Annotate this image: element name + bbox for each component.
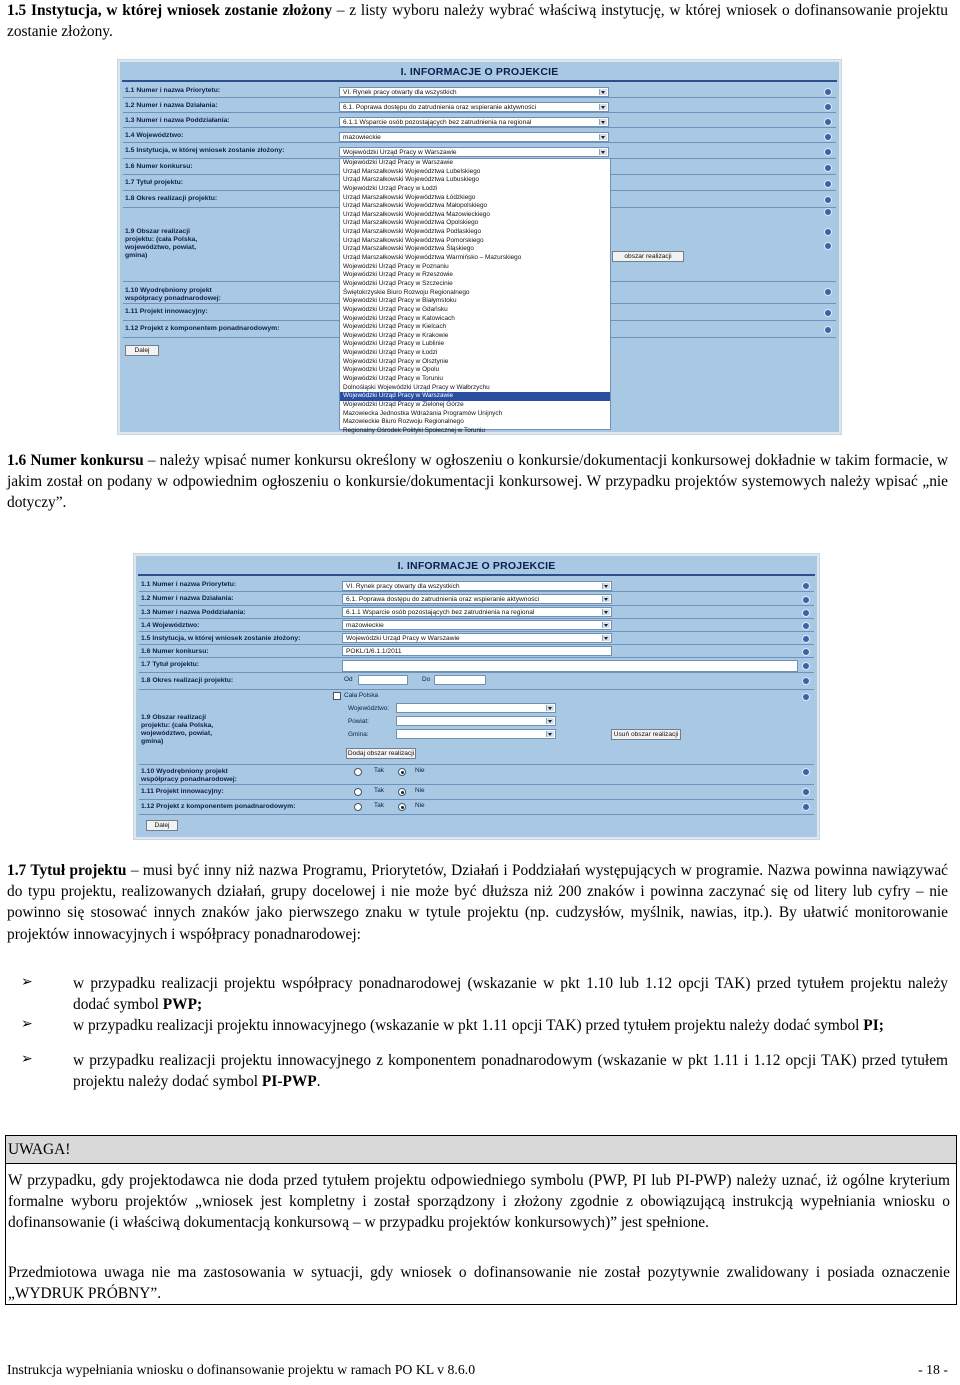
label-dzialanie: 1.2 Numer i nazwa Działania:	[141, 595, 234, 602]
label-priorytet: 1.1 Numer i nazwa Priorytetu:	[141, 581, 237, 588]
list-item[interactable]: Urząd Marszałkowski Województwa Śląskiego	[343, 245, 474, 253]
cala-polska-checkbox[interactable]	[333, 692, 341, 700]
innowacyjny-tak-radio[interactable]	[354, 788, 362, 796]
help-icon[interactable]	[824, 208, 832, 216]
list-item[interactable]: Wojewódzki Urząd Pracy w Poznaniu	[343, 262, 449, 270]
powiat-label: Powiat:	[348, 718, 369, 725]
section-1-7-paragraph: 1.7 Tytuł projektu – musi być inny niż nazwa Programu, Priorytetów, Działań i Poddziałań występujących w programie. Nazwa powinna nawiązywać do typu projektu, realizowanych działań, grupy docelowej i nie może być dłuższa niż 200 znaków i powinna zaczynać się od litery lub cyfry – nie powinno się stosować innych znaków jako pierwszego znaku w tytule projektu (np. cudzysłów, myślnik, nawias, itp.). By ułatwić monitorowanie projektów innowacyjnych i współpracy ponadnarodowej:	[7, 862, 949, 943]
list-item[interactable]: Mazowieckie Biuro Rozwoju Regionalnego	[343, 418, 464, 426]
priorytet-select[interactable]: VI. Rynek pracy otwarty dla wszystkich	[342, 581, 612, 591]
poddzialanie-select[interactable]: 6.1.1 Wsparcie osób pozostających bez zatrudnienia na regional	[342, 607, 612, 617]
od-date-input[interactable]	[358, 675, 408, 685]
dodaj-obszar-button[interactable]: Dodaj obszar realizacji	[347, 750, 415, 757]
list-item[interactable]: Wojewódzki Urząd Pracy w Zielonej Górze	[343, 400, 464, 408]
instytucja-dropdown-list[interactable]	[339, 158, 611, 434]
help-icon[interactable]	[824, 228, 832, 236]
label-okres: 1.8 Okres realizacji projektu:	[125, 195, 218, 202]
tak-label: Tak	[374, 802, 384, 809]
list-item[interactable]: Urząd Marszałkowski Województwa Łódzkiego	[343, 193, 476, 201]
do-label: Do	[422, 676, 431, 683]
help-icon[interactable]	[824, 288, 832, 296]
label-numer-konkursu: 1.6 Numer konkursu:	[141, 648, 209, 655]
label-tytul: 1.7 Tytuł projektu:	[141, 661, 200, 668]
list-item[interactable]: Wojewódzki Urząd Pracy w Szczecinie	[343, 279, 453, 287]
label-wspolpraca: 1.10 Wyodrębniony projekt współpracy ponadnarodowej:	[125, 287, 221, 302]
help-icon[interactable]	[802, 609, 810, 617]
poddzialanie-select[interactable]: 6.1.1 Wsparcie osób pozostających bez zatrudnienia na regional	[339, 117, 609, 127]
arrow-bullet-icon: ➢	[21, 1017, 33, 1032]
help-icon[interactable]	[824, 180, 832, 188]
list-item[interactable]: Wojewódzki Urząd Pracy w Toruniu	[343, 375, 443, 383]
list-item[interactable]: Dolnośląski Wojewódzki Urząd Pracy w Wałbrzychu	[343, 383, 490, 391]
komponent-tak-radio[interactable]	[354, 803, 362, 811]
label-komponent: 1.12 Projekt z komponentem ponadnarodowym:	[141, 803, 296, 810]
instytucja-select[interactable]: Wojewódzki Urząd Pracy w Warszawie	[339, 147, 609, 157]
list-item[interactable]: Wojewódzki Urząd Pracy w Łodzi	[343, 349, 438, 357]
section-1-7-title: 1.7 Tytuł projektu	[7, 862, 127, 879]
label-innowacyjny: 1.11 Projekt innowacyjny:	[141, 788, 224, 795]
help-icon[interactable]	[824, 164, 832, 172]
uwaga-header	[6, 1136, 956, 1164]
help-icon[interactable]	[802, 596, 810, 604]
help-icon[interactable]	[824, 309, 832, 317]
arrow-bullet-icon: ➢	[21, 1052, 33, 1067]
section-1-6-title: 1.6 Numer konkursu	[7, 452, 144, 469]
wspolpraca-tak-radio[interactable]	[354, 768, 362, 776]
cala-polska-label: Cała Polska	[344, 692, 379, 699]
list-item[interactable]: Wojewódzki Urząd Pracy w Krakowie	[343, 331, 449, 339]
help-icon[interactable]	[802, 693, 810, 701]
list-item[interactable]: Wojewódzki Urząd Pracy w Gdańsku	[343, 305, 448, 313]
komponent-nie-radio[interactable]	[398, 803, 406, 811]
wspolpraca-nie-radio[interactable]	[398, 768, 406, 776]
label-poddzialanie: 1.3 Numer i nazwa Poddziałania:	[141, 609, 246, 616]
form-header: I. INFORMACJE O PROJEKCIE	[400, 66, 559, 78]
list-item[interactable]: Wojewódzki Urząd Pracy w Lublinie	[343, 340, 445, 348]
label-poddzialanie: 1.3 Numer i nazwa Poddziałania:	[125, 117, 230, 124]
help-icon[interactable]	[802, 662, 810, 670]
tak-label: Tak	[374, 767, 384, 774]
list-item[interactable]: Wojewódzki Urząd Pracy w Kielcach	[343, 323, 447, 331]
list-item[interactable]: Wojewódzki Urząd Pracy w Rzeszowie	[343, 271, 453, 279]
obszar-gmina-select[interactable]	[396, 729, 556, 739]
label-innowacyjny: 1.11 Projekt innowacyjny:	[125, 308, 208, 315]
dalej-button[interactable]: Dalej	[146, 820, 178, 831]
form-header: I. INFORMACJE O PROJEKCIE	[397, 560, 556, 572]
list-item[interactable]: Wojewódzki Urząd Pracy w Katowicach	[343, 314, 455, 322]
list-item[interactable]: Urząd Marszałkowski Województwa Opolskiego	[343, 219, 479, 227]
innowacyjny-nie-radio[interactable]	[398, 788, 406, 796]
dzialanie-select[interactable]: 6.1. Poprawa dostępu do zatrudnienia oraz wspieranie aktywności	[339, 102, 609, 112]
nie-label: Nie	[415, 767, 425, 774]
section-1-5-paragraph: 1.5 Instytucja, w której wniosek zostanie złożony – z listy wyboru należy wybrać właściwą instytucję, w której wniosek o dofinansowanie projektu zostanie złożony.	[7, 2, 948, 41]
help-icon[interactable]	[802, 677, 810, 685]
list-item[interactable]: Urząd Marszałkowski Województwa Pomorskiego	[343, 236, 484, 244]
section-1-5-title: 1.5 Instytucja, w której wniosek zostanie złożony	[7, 2, 333, 19]
uwaga-paragraph-1: W przypadku, gdy projektodawca nie doda przed tytułem projektu odpowiedniego symbolu (PWP, PI lub PI-PWP) należy uznać, iż ogólne kryterium formalne wyboru projektów „wniosek jest kompletny i został sporządzony i złożony zgodnie z obowiązującą instrukcją wypełniania wniosku o dofinansowanie (i właściwą dokumentacją konkursową – w przypadku projektów konkursowych)” jest spełnione.	[8, 1172, 950, 1232]
dzialanie-select[interactable]: 6.1. Poprawa dostępu do zatrudnienia oraz wspieranie aktywności	[342, 594, 612, 604]
help-icon[interactable]	[824, 118, 832, 126]
help-icon[interactable]	[824, 196, 832, 204]
label-obszar: 1.9 Obszar realizacji projektu: (cała Polska, województwo, powiat, gmina)	[125, 228, 198, 259]
list-item[interactable]: Urząd Marszałkowski Województwa Podlaskiego	[343, 228, 482, 236]
usun-obszar-button[interactable]: Usuń obszar realizacji	[611, 729, 681, 740]
form-screenshot-2	[134, 554, 819, 839]
list-item[interactable]: Wojewódzki Urząd Pracy w Łodzi	[343, 184, 438, 192]
page-number: - 18 -	[918, 1362, 948, 1377]
list-item[interactable]: Mazowiecka Jednostka Wdrażania Programów Unijnych	[343, 409, 503, 417]
instytucja-select[interactable]: Wojewódzki Urząd Pracy w Warszawie	[342, 633, 612, 643]
label-instytucja: 1.5 Instytucja, w której wniosek zostanie złożony:	[141, 635, 301, 642]
list-item-selected[interactable]: Wojewódzki Urząd Pracy w Warszawie	[340, 392, 610, 401]
nie-label: Nie	[415, 787, 425, 794]
od-label: Od	[344, 676, 353, 683]
list-item[interactable]: Regionalny Ośrodek Polityki Społecznej w Toruniu	[343, 426, 485, 434]
help-icon[interactable]	[824, 242, 832, 250]
numer-konkursu-input[interactable]: POKL/1/6.1.1/2011	[342, 646, 612, 656]
dalej-button[interactable]: Dalej	[125, 345, 159, 356]
obszar-realizacji-button[interactable]: obszar realizacji	[612, 251, 684, 262]
help-icon[interactable]	[824, 326, 832, 334]
bullet-item: w przypadku realizacji projektu innowacyjnego (wskazanie w pkt 1.11 opcji TAK) przed tytułem projektu należy dodać symbol PI;	[73, 1017, 884, 1034]
list-item[interactable]: Wojewódzki Urząd Pracy w Olsztynie	[343, 357, 449, 365]
arrow-bullet-icon: ➢	[21, 975, 33, 990]
list-item[interactable]: Urząd Marszałkowski Województwa Małopolskiego	[343, 202, 488, 210]
label-wojewodztwo: 1.4 Województwo:	[141, 622, 200, 629]
help-icon[interactable]	[802, 803, 810, 811]
bullet-item: w przypadku realizacji projektu innowacyjnego z komponentem ponadnarodowym (wskazanie w pkt 1.11 i 1.12 opcji TAK) przed tytułem projektu należy dodać symbol PI-PWP.	[73, 1052, 948, 1091]
help-icon[interactable]	[802, 622, 810, 630]
list-item[interactable]: Urząd Marszałkowski Województwa Mazowieckiego	[343, 210, 490, 218]
label-wojewodztwo: 1.4 Województwo:	[125, 132, 184, 139]
help-icon[interactable]	[824, 133, 832, 141]
help-icon[interactable]	[824, 88, 832, 96]
help-icon[interactable]	[802, 788, 810, 796]
tak-label: Tak	[374, 787, 384, 794]
bullet-item: w przypadku realizacji projektu współpracy ponadnarodowej (wskazanie w pkt 1.10 lub 1.12 opcji TAK) przed tytułem projektu należy dodać symbol PWP;	[73, 975, 948, 1014]
label-instytucja: 1.5 Instytucja, w której wniosek zostanie złożony:	[125, 147, 285, 154]
list-item[interactable]: Wojewódzki Urząd Pracy w Białymstoku	[343, 297, 457, 305]
help-icon[interactable]	[802, 582, 810, 590]
woj-label: Województwo:	[348, 705, 390, 712]
nie-label: Nie	[415, 802, 425, 809]
label-obszar: 1.9 Obszar realizacji projektu: (cała Polska, województwo, powiat, gmina)	[141, 714, 214, 745]
list-item[interactable]: Wojewódzki Urząd Pracy w Opolu	[343, 366, 440, 374]
help-icon[interactable]	[824, 148, 832, 156]
label-komponent: 1.12 Projekt z komponentem ponadnarodowym:	[125, 325, 280, 332]
obszar-wojewodztwo-select[interactable]	[396, 703, 556, 713]
uwaga-box	[5, 1135, 957, 1305]
tytul-projektu-input[interactable]	[342, 660, 798, 672]
gmina-label: Gmina:	[348, 731, 369, 738]
label-wspolpraca: 1.10 Wyodrębniony projekt współpracy ponadnarodowej:	[141, 768, 237, 783]
form-screenshot-1	[118, 60, 841, 434]
footer-title: Instrukcja wypełniania wniosku o dofinansowanie projektu w ramach PO KL v 8.6.0	[7, 1362, 476, 1377]
obszar-powiat-select[interactable]	[396, 716, 556, 726]
list-item[interactable]: Urząd Marszałkowski Województwa Warmińsko – Mazurskiego	[343, 254, 522, 262]
page-footer	[7, 1362, 948, 1378]
section-1-6-paragraph: 1.6 Numer konkursu – należy wpisać numer konkursu określony w ogłoszeniu o konkursie/dokumentacji konkursowej dokładnie w takim formacie, w jakim został on podany w odpowiednim ogłoszeniu o konkursie/dokumentacji konkursowej. W przypadku projektów systemowych należy wpisać „nie dotyczy”.	[7, 452, 948, 512]
wojewodztwo-select[interactable]: mazowieckie	[342, 620, 612, 630]
label-dzialanie: 1.2 Numer i nazwa Działania:	[125, 102, 218, 109]
list-item[interactable]: Wojewódzki Urząd Pracy w Warszawie	[343, 159, 454, 166]
help-icon[interactable]	[802, 768, 810, 776]
list-item[interactable]: Świętokrzyskie Biuro Rozwoju Regionalnego	[343, 288, 470, 296]
label-numer-konkursu: 1.6 Numer konkursu:	[125, 163, 193, 170]
priorytet-select[interactable]: VI. Rynek pracy otwarty dla wszystkich	[339, 87, 609, 97]
help-icon[interactable]	[824, 103, 832, 111]
list-item[interactable]: Urząd Marszałkowski Województwa Lubuskiego	[343, 176, 479, 184]
help-icon[interactable]	[802, 648, 810, 656]
help-icon[interactable]	[802, 635, 810, 643]
do-date-input[interactable]	[434, 675, 486, 685]
label-priorytet: 1.1 Numer i nazwa Priorytetu:	[125, 87, 221, 94]
list-item[interactable]: Urząd Marszałkowski Województwa Lubelskiego	[343, 167, 481, 175]
wojewodztwo-select[interactable]: mazowieckie	[339, 132, 609, 142]
label-okres: 1.8 Okres realizacji projektu:	[141, 677, 234, 684]
label-tytul: 1.7 Tytuł projektu:	[125, 179, 184, 186]
uwaga-title: UWAGA!	[8, 1141, 71, 1158]
uwaga-paragraph-2: Przedmiotowa uwaga nie ma zastosowania w sytuacji, gdy wniosek o dofinansowanie nie został pozytywnie zwalidowany i posiada oznaczenie „WYDRUK PRÓBNY”.	[8, 1264, 950, 1303]
